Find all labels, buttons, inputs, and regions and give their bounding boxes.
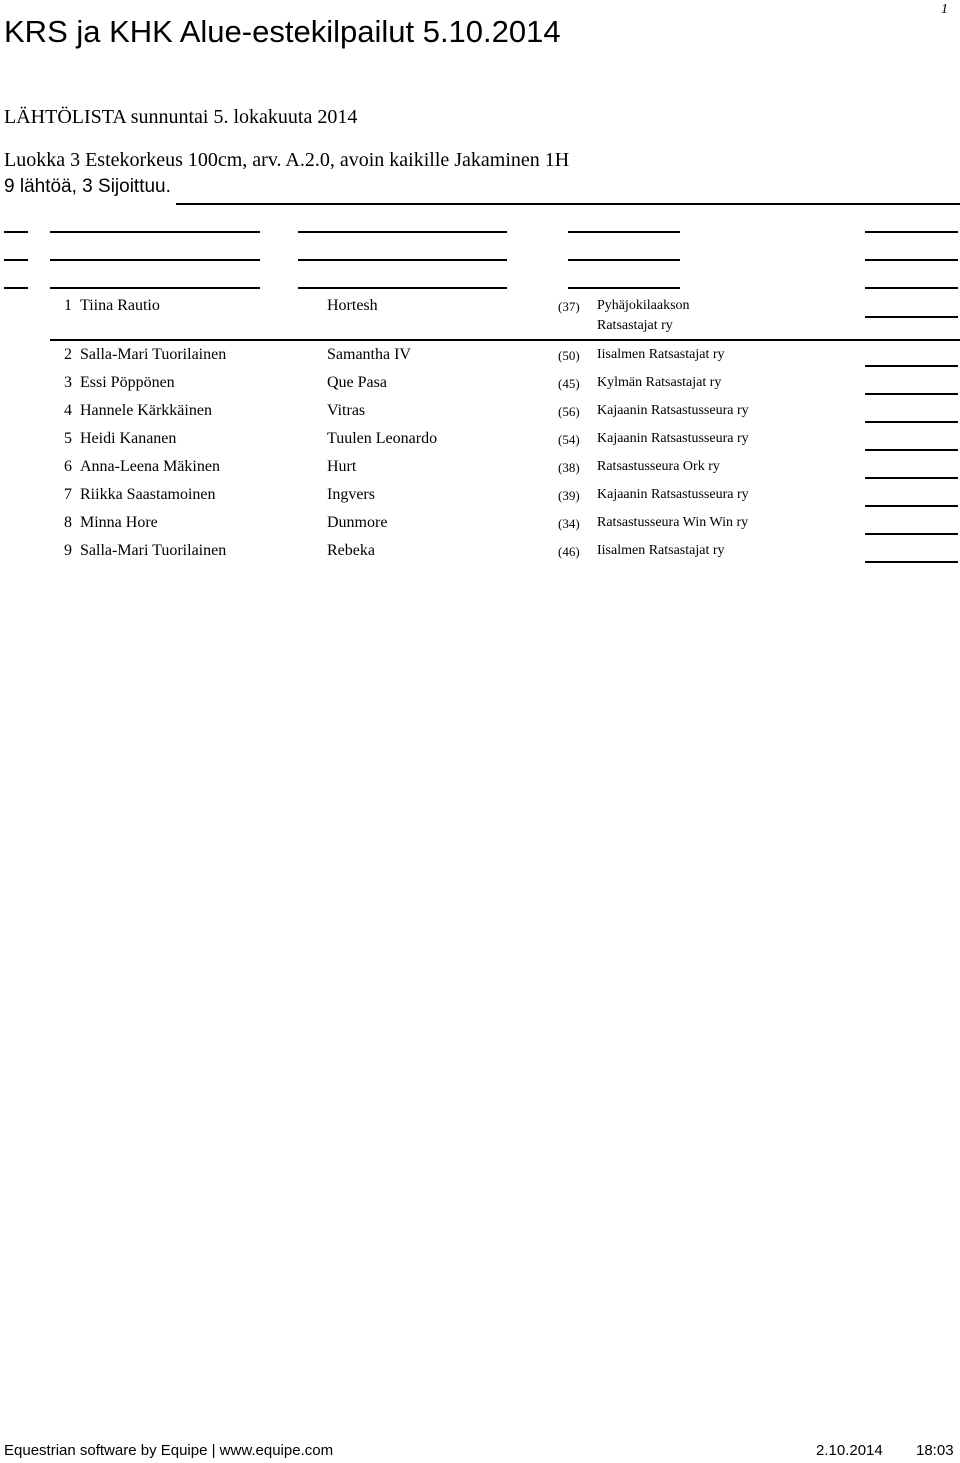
rider-name: Salla-Mari Tuorilainen — [80, 346, 227, 363]
club-id: (39) — [558, 488, 580, 503]
horse-name: Dunmore — [327, 514, 388, 531]
start-number: 1 — [64, 297, 72, 314]
club-id: (38) — [558, 460, 580, 475]
start-number: 7 — [64, 486, 72, 503]
start-number: 4 — [64, 402, 72, 419]
footer-date: 2.10.2014 — [816, 1442, 883, 1459]
class-info: Luokka 3 Estekorkeus 100cm, arv. A.2.0, avoin kaikille Jakaminen 1H — [4, 149, 570, 171]
list-item — [0, 542, 960, 570]
starters-info: 9 lähtöä, 3 Sijoittuu. — [4, 176, 171, 197]
list-item — [0, 374, 960, 402]
rider-name: Anna-Leena Mäkinen — [80, 458, 220, 475]
row-separator — [50, 339, 960, 341]
club-id: (54) — [558, 432, 580, 447]
horse-name: Tuulen Leonardo — [327, 430, 438, 447]
start-number: 9 — [64, 542, 72, 559]
club-name: Iisalmen Ratsastajat ry — [597, 543, 725, 558]
rider-name: Riikka Saastamoinen — [80, 486, 216, 503]
rider-name: Minna Hore — [80, 514, 158, 531]
club-name-line2: Ratsastajat ry — [597, 318, 673, 333]
horse-name: Ingvers — [327, 486, 375, 503]
club-id: (34) — [558, 516, 580, 531]
club-name: Kajaanin Ratsastusseura ry — [597, 487, 749, 502]
result-line — [865, 393, 958, 395]
list-item — [0, 402, 960, 430]
horse-name: Vitras — [327, 402, 366, 419]
start-number: 5 — [64, 430, 72, 447]
horse-name: Que Pasa — [327, 374, 387, 391]
club-id: (37) — [558, 299, 580, 314]
list-item — [0, 458, 960, 486]
rider-name: Essi Pöppönen — [80, 374, 175, 391]
list-item — [0, 346, 960, 374]
result-line — [865, 449, 958, 451]
header-rule — [176, 203, 960, 205]
horse-name: Hortesh — [327, 297, 378, 314]
result-line — [865, 316, 958, 318]
club-name: Pyhäjokilaakson — [597, 298, 690, 313]
list-item — [0, 297, 960, 341]
horse-name: Hurt — [327, 458, 357, 475]
horse-name: Samantha IV — [327, 346, 411, 363]
rider-name: Salla-Mari Tuorilainen — [80, 542, 227, 559]
result-line — [865, 533, 958, 535]
document-title: KRS ja KHK Alue-estekilpailut 5.10.2014 — [4, 14, 561, 49]
club-name: Kajaanin Ratsastusseura ry — [597, 431, 749, 446]
start-number: 8 — [64, 514, 72, 531]
result-line — [865, 365, 958, 367]
rider-name: Tiina Rautio — [80, 297, 160, 314]
footer-time: 18:03 — [916, 1442, 954, 1459]
result-line — [865, 477, 958, 479]
club-name: Kylmän Ratsastajat ry — [597, 375, 722, 390]
rider-name: Heidi Kananen — [80, 430, 177, 447]
rider-name: Hannele Kärkkäinen — [80, 402, 212, 419]
club-id: (56) — [558, 404, 580, 419]
club-name: Iisalmen Ratsastajat ry — [597, 347, 725, 362]
start-number: 2 — [64, 346, 72, 363]
club-id: (45) — [558, 376, 580, 391]
list-item — [0, 514, 960, 542]
result-line — [865, 421, 958, 423]
list-item — [0, 430, 960, 458]
list-item — [0, 486, 960, 514]
club-id: (50) — [558, 348, 580, 363]
club-name: Kajaanin Ratsastusseura ry — [597, 403, 749, 418]
footer-software-credit: Equestrian software by Equipe | www.equipe.com — [4, 1442, 334, 1459]
page-number: 1 — [941, 2, 948, 17]
club-name: Ratsastusseura Win Win ry — [597, 515, 749, 530]
result-line — [865, 505, 958, 507]
start-number: 6 — [64, 458, 72, 475]
result-line — [865, 561, 958, 563]
club-id: (46) — [558, 544, 580, 559]
start-number: 3 — [64, 374, 72, 391]
club-name: Ratsastusseura Ork ry — [597, 459, 720, 474]
horse-name: Rebeka — [327, 542, 375, 559]
start-list-subtitle: LÄHTÖLISTA sunnuntai 5. lokakuuta 2014 — [4, 106, 358, 128]
